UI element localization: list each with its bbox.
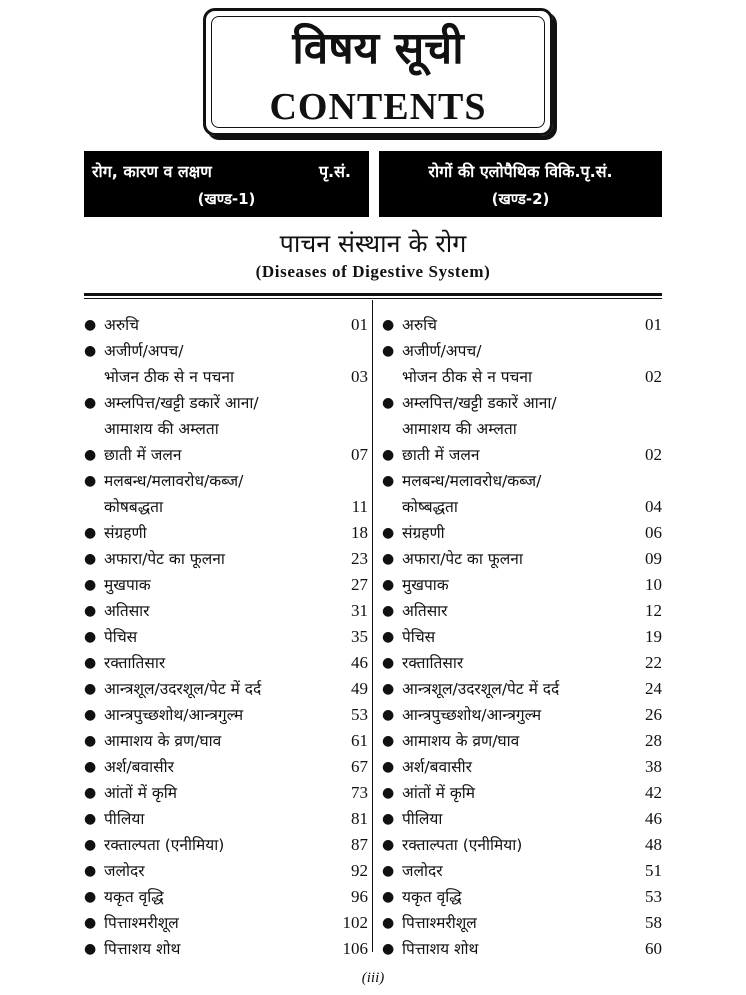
item-label: आन्त्रशूल/उदरशूल/पेट में दर्द <box>104 680 262 698</box>
item-page-number: 61 <box>351 731 368 750</box>
list-item <box>84 650 368 676</box>
item-page-number: 27 <box>351 575 368 594</box>
item-label: कोष्बद्धता <box>402 498 458 516</box>
list-item <box>84 806 368 832</box>
bullet-icon: ● <box>84 525 97 541</box>
bullet-icon: ● <box>382 889 395 905</box>
item-page-number: 48 <box>645 835 662 854</box>
item-page-number: 01 <box>645 315 662 334</box>
item-page-number: 19 <box>645 627 662 646</box>
bullet-icon: ● <box>382 577 395 593</box>
bullet-icon: ● <box>382 473 395 489</box>
list-item <box>84 546 368 572</box>
bullet-icon: ● <box>84 343 97 359</box>
item-page-number: 04 <box>645 497 662 516</box>
bullet-icon: ● <box>84 785 97 801</box>
bullet-icon: ● <box>382 603 395 619</box>
list-item <box>84 936 368 962</box>
list-item <box>382 546 662 572</box>
list-item <box>84 702 368 728</box>
title-box <box>203 8 553 136</box>
item-label: आन्त्रपुच्छशोथ/आन्त्रगुल्म <box>104 706 244 724</box>
list-item <box>382 338 662 390</box>
title-hindi: विषय सूची <box>292 23 464 74</box>
item-label: भोजन ठीक से न पचना <box>104 368 234 386</box>
list-item <box>382 728 662 754</box>
divider-thick <box>84 293 662 296</box>
item-label: मुखपाक <box>104 576 151 594</box>
list-item <box>84 468 368 520</box>
bullet-icon: ● <box>382 811 395 827</box>
bullet-icon: ● <box>382 551 395 567</box>
item-page-number: 102 <box>342 913 368 932</box>
bullet-icon: ● <box>84 863 97 879</box>
item-label: अतिसार <box>104 602 150 620</box>
item-page-number: 06 <box>645 523 662 542</box>
bullet-icon: ● <box>84 889 97 905</box>
bullet-icon: ● <box>382 837 395 853</box>
item-page-number: 51 <box>645 861 662 880</box>
item-page-number: 46 <box>645 809 662 828</box>
bullet-icon: ● <box>84 733 97 749</box>
list-item <box>84 520 368 546</box>
bullet-icon: ● <box>382 629 395 645</box>
bullet-icon: ● <box>84 655 97 671</box>
item-page-number: 53 <box>351 705 368 724</box>
list-item <box>84 676 368 702</box>
item-label: अफारा/पेट का फूलना <box>104 550 225 568</box>
bullet-icon: ● <box>84 447 97 463</box>
item-page-number: 58 <box>645 913 662 932</box>
list-item <box>382 936 662 962</box>
bullet-icon: ● <box>382 707 395 723</box>
item-page-number: 81 <box>351 809 368 828</box>
bullet-icon: ● <box>382 395 395 411</box>
list-item <box>382 676 662 702</box>
header-left-label: रोग, कारण व लक्षण <box>92 162 212 181</box>
item-label: रक्ताल्पता (एनीमिया) <box>104 836 225 854</box>
item-label: रक्तातिसार <box>104 654 166 672</box>
list-item <box>84 910 368 936</box>
item-page-number: 11 <box>351 497 368 516</box>
item-page-number: 12 <box>645 601 662 620</box>
item-label: कोषबद्धता <box>104 498 163 516</box>
item-page-number: 60 <box>645 939 662 958</box>
bullet-icon: ● <box>382 447 395 463</box>
item-page-number: 28 <box>645 731 662 750</box>
item-page-number: 87 <box>351 835 368 854</box>
item-page-number: 24 <box>645 679 662 698</box>
item-label: आन्त्रपुच्छशोथ/आन्त्रगुल्म <box>402 706 542 724</box>
bullet-icon: ● <box>84 395 97 411</box>
bullet-icon: ● <box>84 837 97 853</box>
item-label: पित्ताशय शोथ <box>104 940 181 958</box>
header-left-sub: (खण्ड-1) <box>197 190 256 208</box>
list-item <box>84 624 368 650</box>
item-label: आंतों में कृमि <box>402 784 476 802</box>
item-page-number: 38 <box>645 757 662 776</box>
item-page-number: 02 <box>645 445 662 464</box>
item-page-number: 67 <box>351 757 368 776</box>
list-item <box>84 754 368 780</box>
bullet-icon: ● <box>84 603 97 619</box>
item-label: पेचिस <box>104 628 138 646</box>
item-page-number: 106 <box>342 939 368 958</box>
list-item <box>382 858 662 884</box>
section-title-hindi: पाचन संस्थान के रोग <box>279 229 467 258</box>
bullet-icon: ● <box>382 317 395 333</box>
item-page-number: 26 <box>645 705 662 724</box>
list-item <box>382 442 662 468</box>
item-label: अफारा/पेट का फूलना <box>402 550 523 568</box>
bullet-icon: ● <box>84 707 97 723</box>
item-label: आमाशय के व्रण/घाव <box>402 732 520 750</box>
list-item <box>84 728 368 754</box>
list-item <box>382 910 662 936</box>
list-item <box>382 312 662 338</box>
item-page-number: 03 <box>351 367 368 386</box>
bullet-icon: ● <box>382 941 395 957</box>
bullet-icon: ● <box>84 317 97 333</box>
list-item <box>382 468 662 520</box>
item-label: संग्रहणी <box>104 524 147 542</box>
item-page-number: 10 <box>645 575 662 594</box>
item-label: पीलिया <box>402 810 443 828</box>
item-page-number: 01 <box>351 315 368 334</box>
item-label: यकृत वृद्धि <box>104 888 164 906</box>
item-page-number: 46 <box>351 653 368 672</box>
list-item <box>382 650 662 676</box>
header-right-sub: (खण्ड-2) <box>491 190 550 208</box>
bullet-icon: ● <box>382 733 395 749</box>
item-page-number: 73 <box>351 783 368 802</box>
bullet-icon: ● <box>84 759 97 775</box>
list-item <box>382 390 662 442</box>
list-item <box>84 884 368 910</box>
item-page-number: 53 <box>645 887 662 906</box>
item-label: रक्तातिसार <box>402 654 464 672</box>
header-right-label: रोगों की एलोपैथिक विकि.पृ.सं. <box>428 162 613 181</box>
item-label: मलबन्ध/मलावरोध/कब्ज/ <box>402 472 542 490</box>
bullet-icon: ● <box>84 551 97 567</box>
item-label: छाती में जलन <box>104 446 182 464</box>
left-column-list <box>84 312 368 962</box>
list-item <box>382 598 662 624</box>
item-label: मलबन्ध/मलावरोध/कब्ज/ <box>104 472 244 490</box>
bullet-icon: ● <box>382 863 395 879</box>
page-number: (iii) <box>361 970 385 986</box>
item-label: छाती में जलन <box>402 446 480 464</box>
list-item <box>382 624 662 650</box>
item-page-number: 49 <box>351 679 368 698</box>
divider-thin <box>84 298 662 299</box>
list-item <box>382 806 662 832</box>
item-page-number: 18 <box>351 523 368 542</box>
item-label: अरुचि <box>104 316 139 334</box>
list-item <box>382 702 662 728</box>
bullet-icon: ● <box>84 629 97 645</box>
bullet-icon: ● <box>84 473 97 489</box>
item-page-number: 31 <box>351 601 368 620</box>
bullet-icon: ● <box>382 525 395 541</box>
list-item <box>382 572 662 598</box>
bullet-icon: ● <box>84 941 97 957</box>
item-label: अजीर्ण/अपच/ <box>104 342 184 360</box>
item-label: अरुचि <box>402 316 437 334</box>
item-label: पित्ताश्मरीशूल <box>104 914 179 932</box>
item-label: जलोदर <box>104 862 145 880</box>
item-label: रक्ताल्पता (एनीमिया) <box>402 836 523 854</box>
item-label: पीलिया <box>104 810 145 828</box>
item-label: अजीर्ण/अपच/ <box>402 342 482 360</box>
item-label: यकृत वृद्धि <box>402 888 462 906</box>
item-page-number: 23 <box>351 549 368 568</box>
item-label: पेचिस <box>402 628 436 646</box>
item-label: आन्त्रशूल/उदरशूल/पेट में दर्द <box>402 680 560 698</box>
section-title-english: (Diseases of Digestive System) <box>255 262 491 281</box>
item-label: आमाशय की अम्लता <box>104 420 219 438</box>
item-label: आंतों में कृमि <box>104 784 178 802</box>
item-label: जलोदर <box>402 862 443 880</box>
bullet-icon: ● <box>382 343 395 359</box>
list-item <box>84 572 368 598</box>
item-label: अर्श/बवासीर <box>402 758 472 776</box>
right-column-list <box>382 312 662 962</box>
bullet-icon: ● <box>84 681 97 697</box>
item-page-number: 07 <box>351 445 368 464</box>
item-label: अर्श/बवासीर <box>104 758 174 776</box>
item-label: अम्लपित्त/खट्टी डकारें आना/ <box>104 394 259 412</box>
header-right-bar <box>379 151 662 217</box>
item-page-number: 92 <box>351 861 368 880</box>
list-item <box>84 338 368 390</box>
item-label: भोजन ठीक से न पचना <box>402 368 532 386</box>
title-english: CONTENTS <box>269 86 487 128</box>
item-label: अतिसार <box>402 602 448 620</box>
item-label: पित्ताशय शोथ <box>402 940 479 958</box>
bullet-icon: ● <box>382 655 395 671</box>
header-left-bar <box>84 151 369 217</box>
header-left-page-abbr: पृ.सं. <box>318 162 351 181</box>
list-item <box>84 442 368 468</box>
list-item <box>84 858 368 884</box>
list-item <box>382 780 662 806</box>
list-item <box>382 754 662 780</box>
bullet-icon: ● <box>382 759 395 775</box>
bullet-icon: ● <box>84 915 97 931</box>
item-label: संग्रहणी <box>402 524 445 542</box>
list-item <box>84 390 368 442</box>
item-page-number: 42 <box>645 783 662 802</box>
list-item <box>382 832 662 858</box>
item-label: पित्ताश्मरीशूल <box>402 914 477 932</box>
list-item <box>84 780 368 806</box>
list-item <box>84 832 368 858</box>
item-page-number: 96 <box>351 887 368 906</box>
item-page-number: 22 <box>645 653 662 672</box>
list-item <box>382 884 662 910</box>
item-page-number: 02 <box>645 367 662 386</box>
item-label: मुखपाक <box>402 576 449 594</box>
item-label: आमाशय की अम्लता <box>402 420 517 438</box>
bullet-icon: ● <box>84 811 97 827</box>
list-item <box>84 312 368 338</box>
column-divider <box>372 300 373 952</box>
bullet-icon: ● <box>84 577 97 593</box>
item-label: अम्लपित्त/खट्टी डकारें आना/ <box>402 394 557 412</box>
item-page-number: 35 <box>351 627 368 646</box>
item-label: आमाशय के व्रण/घाव <box>104 732 222 750</box>
bullet-icon: ● <box>382 681 395 697</box>
bullet-icon: ● <box>382 785 395 801</box>
list-item <box>382 520 662 546</box>
item-page-number: 09 <box>645 549 662 568</box>
list-item <box>84 598 368 624</box>
bullet-icon: ● <box>382 915 395 931</box>
